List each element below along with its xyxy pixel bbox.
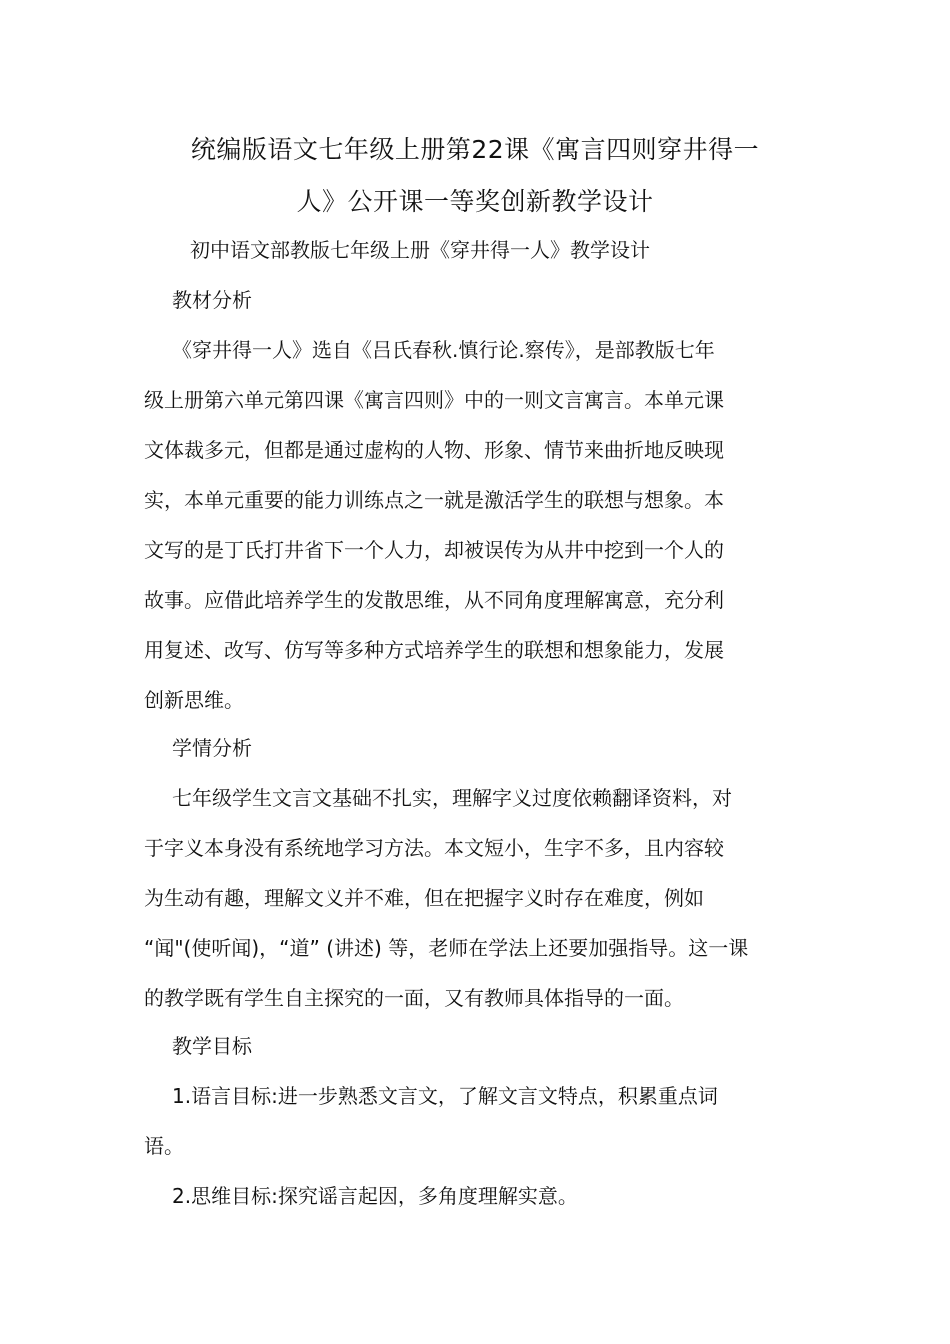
paragraph-line: 为生动有趣，理解文义并不难，但在把握字义时存在难度，例如 (144, 886, 704, 910)
title-line-2: 人》公开课一等奖创新教学设计 (296, 187, 654, 216)
heading-material-analysis: 教材分析 (172, 288, 252, 312)
paragraph-material-analysis (144, 325, 808, 725)
paragraph-line: 七年级学生文言文基础不扎实，理解字义过度依赖翻译资料，对 (172, 786, 732, 810)
paragraph-line: 文写的是丁氏打井省下一个人力，却被误传为从井中挖到一个人的 (144, 538, 724, 562)
goal-line: 语。 (144, 1134, 184, 1158)
goal-language (144, 1071, 808, 1171)
paragraph-line: 《穿井得一人》选自《吕氏春秋.慎行论.察传》，是部教版七年 (172, 338, 715, 362)
title-line-1: 统编版语文七年级上册第22课《寓言四则穿井得一 (190, 135, 760, 164)
paragraph-line: 文体裁多元，但都是通过虚构的人物、形象、情节来曲折地反映现 (144, 438, 724, 462)
paragraph-line: 级上册第六单元第四课《寓言四则》中的一则文言寓言。本单元课 (144, 388, 724, 412)
heading-teaching-goals: 教学目标 (172, 1034, 252, 1058)
paragraph-line: 的教学既有学生自主探究的一面，又有教师具体指导的一面。 (144, 986, 684, 1010)
paragraph-line: 创新思维。 (144, 688, 244, 712)
goal-line: 2.思维目标:探究谣言起因，多角度理解实意。 (172, 1184, 578, 1208)
document-subtitle: 初中语文部教版七年级上册《穿井得一人》教学设计 (190, 238, 650, 262)
paragraph-line: 用复述、改写、仿写等多种方式培养学生的联想和想象能力，发展 (144, 638, 724, 662)
paragraph-line: 于字义本身没有系统地学习方法。本文短小，生字不多，且内容较 (144, 836, 724, 860)
paragraph-line: “闻"(使听闻)，“道” (讲述) 等，老师在学法上还要加强指导。这一课 (144, 936, 749, 960)
document-title (140, 124, 810, 228)
paragraph-line: 故事。应借此培养学生的发散思维，从不同角度理解寓意，充分利 (144, 588, 724, 612)
heading-student-analysis: 学情分析 (172, 736, 252, 760)
goal-line: 1.语言目标:进一步熟悉文言文，了解文言文特点，积累重点词 (172, 1084, 718, 1108)
paragraph-line: 实，本单元重要的能力训练点之一就是激活学生的联想与想象。本 (144, 488, 724, 512)
goal-thinking (144, 1171, 808, 1221)
paragraph-student-analysis (144, 773, 808, 1023)
